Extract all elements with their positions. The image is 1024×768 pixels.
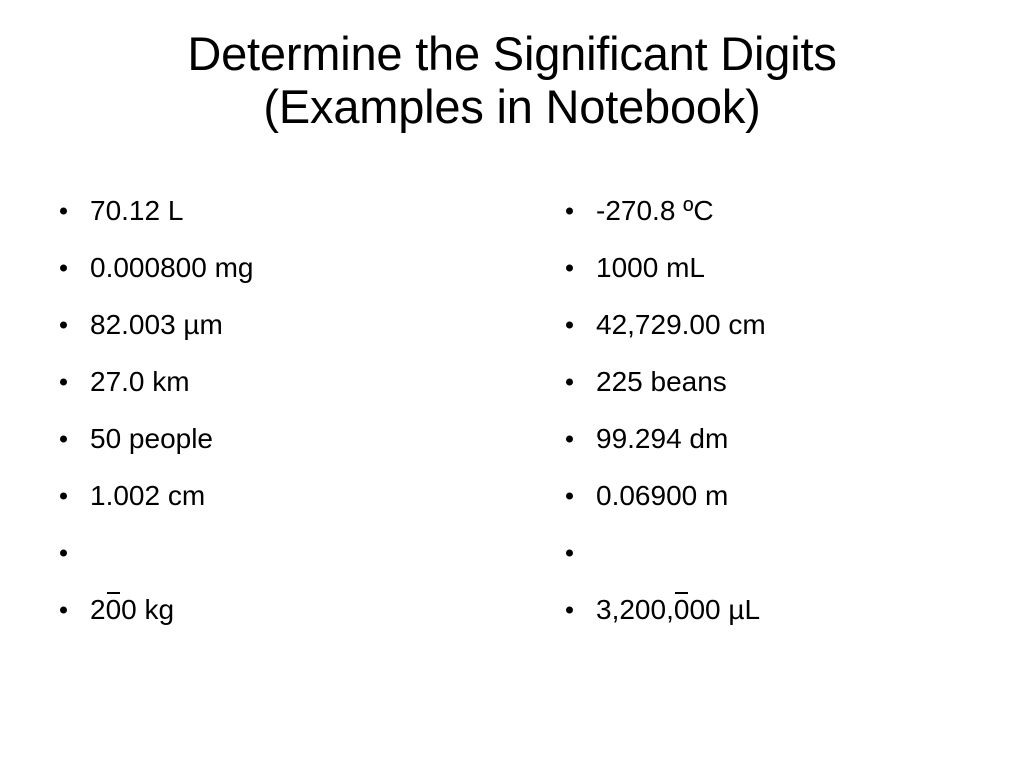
- list-item: [50, 353, 512, 410]
- list-item-label: 0.06900 m: [596, 479, 729, 511]
- bullet-dot-icon: [60, 321, 67, 328]
- list-item: [556, 581, 974, 638]
- bullet-dot-icon: [566, 435, 573, 442]
- bullet-dot-icon: [60, 492, 67, 499]
- bullet-dot-icon: [60, 435, 67, 442]
- bullet-dot-icon: [60, 378, 67, 385]
- list-item-label: 70.12 L: [90, 194, 184, 226]
- title-line-2: (Examples in Notebook): [263, 79, 761, 133]
- left-column: [50, 182, 512, 638]
- list-item-label: 50 people: [90, 422, 214, 454]
- bullet-dot-icon: [566, 378, 573, 385]
- list-item-empty: [50, 524, 512, 581]
- list-item: [556, 182, 974, 239]
- bullet-dot-icon: [566, 264, 573, 271]
- list-item: [556, 467, 974, 524]
- list-item-label: 3,200,000 µL: [596, 593, 761, 625]
- page-title: [60, 28, 964, 133]
- overbar-digit: 0: [673, 593, 690, 625]
- right-bullet-list: [556, 182, 974, 638]
- list-item-label: 27.0 km: [90, 365, 190, 397]
- list-item-label: 0.000800 mg: [90, 251, 254, 283]
- bullet-dot-icon: [60, 549, 67, 556]
- list-item-label: 200 kg: [90, 593, 175, 625]
- list-item: [50, 467, 512, 524]
- list-item: [50, 296, 512, 353]
- list-item: [556, 410, 974, 467]
- list-item: [556, 239, 974, 296]
- title-line-1: Determine the Significant Digits: [187, 27, 837, 80]
- right-column: [512, 182, 974, 638]
- list-item: [556, 296, 974, 353]
- list-item-empty: [556, 524, 974, 581]
- list-item-label: 1000 mL: [596, 251, 705, 283]
- bullet-dot-icon: [60, 264, 67, 271]
- list-item: [50, 239, 512, 296]
- bullet-dot-icon: [566, 207, 573, 214]
- list-item: [50, 410, 512, 467]
- list-item: [50, 581, 512, 638]
- bullet-dot-icon: [566, 606, 573, 613]
- bullet-dot-icon: [566, 492, 573, 499]
- bullet-dot-icon: [566, 549, 573, 556]
- list-item-label: 82.003 µm: [90, 308, 223, 340]
- bullet-dot-icon: [60, 207, 67, 214]
- list-item-label: 42,729.00 cm: [596, 308, 766, 340]
- list-item-label: 225 beans: [596, 365, 727, 397]
- list-item: [50, 182, 512, 239]
- list-item: [556, 353, 974, 410]
- list-item-label: -270.8 ºC: [596, 194, 714, 226]
- list-item-label: 99.294 dm: [596, 422, 729, 454]
- left-bullet-list: [50, 182, 512, 638]
- content-columns: [50, 182, 974, 638]
- bullet-dot-icon: [60, 606, 67, 613]
- list-item-label: 1.002 cm: [90, 479, 206, 511]
- overbar-digit: 0: [105, 593, 122, 625]
- bullet-dot-icon: [566, 321, 573, 328]
